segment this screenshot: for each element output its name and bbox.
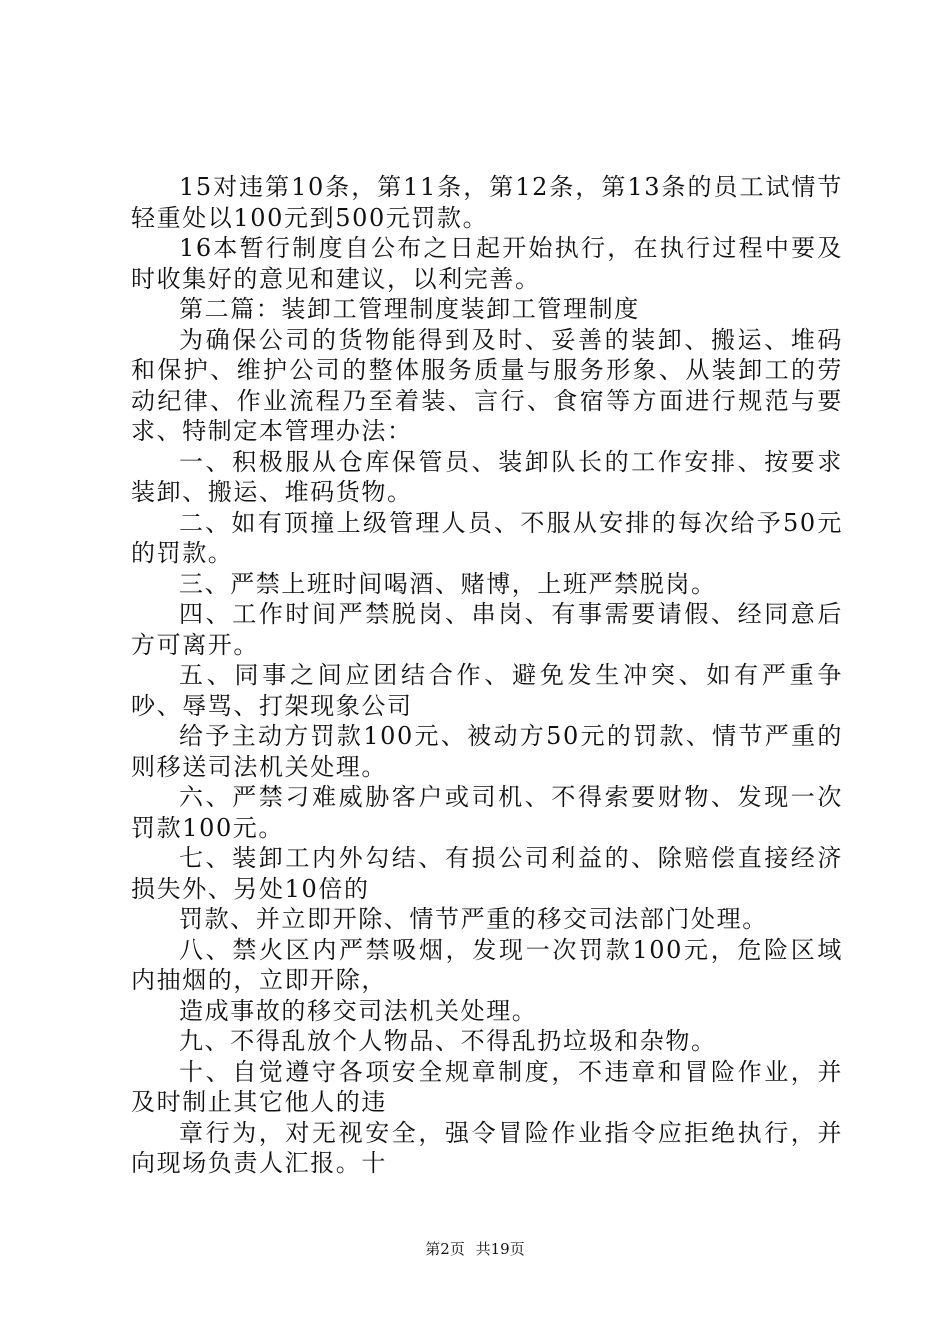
paragraph: 造成事故的移交司法机关处理。 <box>179 996 538 1025</box>
paragraph: 九、不得乱放个人物品、不得乱扔垃圾和杂物。 <box>179 1027 717 1055</box>
document-body <box>131 172 843 1179</box>
section-heading: 第二篇：装卸工管理制度装卸工管理制度 <box>179 295 640 323</box>
paragraph: 章行为，对无视安全，强令冒险作业指令应拒绝执行，并向现场负责人汇报。十 <box>131 1118 843 1177</box>
paragraph: 为确保公司的货物能得到及时、妥善的装卸、搬运、堆码和保护、维护公司的整体服务质量与服务形象、从装卸工的劳动纪律、作业流程乃至着装、言行、食宿等方面进行规范与要求、特制定本管理办法： <box>131 325 843 445</box>
paragraph: 15对违第10条，第11条，第12条，第13条的员工试情节轻重处以100元到500元罚款。 <box>131 173 843 232</box>
paragraph: 二、如有顶撞上级管理人员、不服从安排的每次给予50元的罚款。 <box>131 508 843 567</box>
paragraph: 一、积极服从仓库保管员、装卸队长的工作安排、按要求装卸、搬运、堆码货物。 <box>131 447 843 506</box>
paragraph: 四、工作时间严禁脱岗、串岗、有事需要请假、经同意后方可离开。 <box>131 600 843 659</box>
paragraph: 七、装卸工内外勾结、有损公司利益的、除赔偿直接经济损失外、另处10倍的 <box>131 844 843 903</box>
paragraph: 三、严禁上班时间喝酒、赌博，上班严禁脱岗。 <box>179 569 717 598</box>
page-number: 第2页 <box>425 1240 465 1258</box>
paragraph: 罚款、并立即开除、情节严重的移交司法部门处理。 <box>179 905 768 933</box>
paragraph: 五、同事之间应团结合作、避免发生冲突、如有严重争吵、辱骂、打架现象公司 <box>131 661 843 720</box>
total-pages: 共19页 <box>475 1240 525 1258</box>
paragraph: 十、自觉遵守各项安全规章制度，不违章和冒险作业，并及时制止其它他人的违 <box>131 1057 843 1116</box>
page-footer <box>0 1240 950 1258</box>
paragraph: 给予主动方罚款100元、被动方50元的罚款、情节严重的则移送司法机关处理。 <box>131 722 843 781</box>
paragraph: 16本暂行制度自公布之日起开始执行，在执行过程中要及时收集好的意见和建议，以利完善。 <box>131 234 843 293</box>
paragraph: 六、严禁刁难威胁客户或司机、不得索要财物、发现一次罚款100元。 <box>131 783 843 842</box>
paragraph: 八、禁火区内严禁吸烟，发现一次罚款100元，危险区域内抽烟的，立即开除， <box>131 935 843 994</box>
